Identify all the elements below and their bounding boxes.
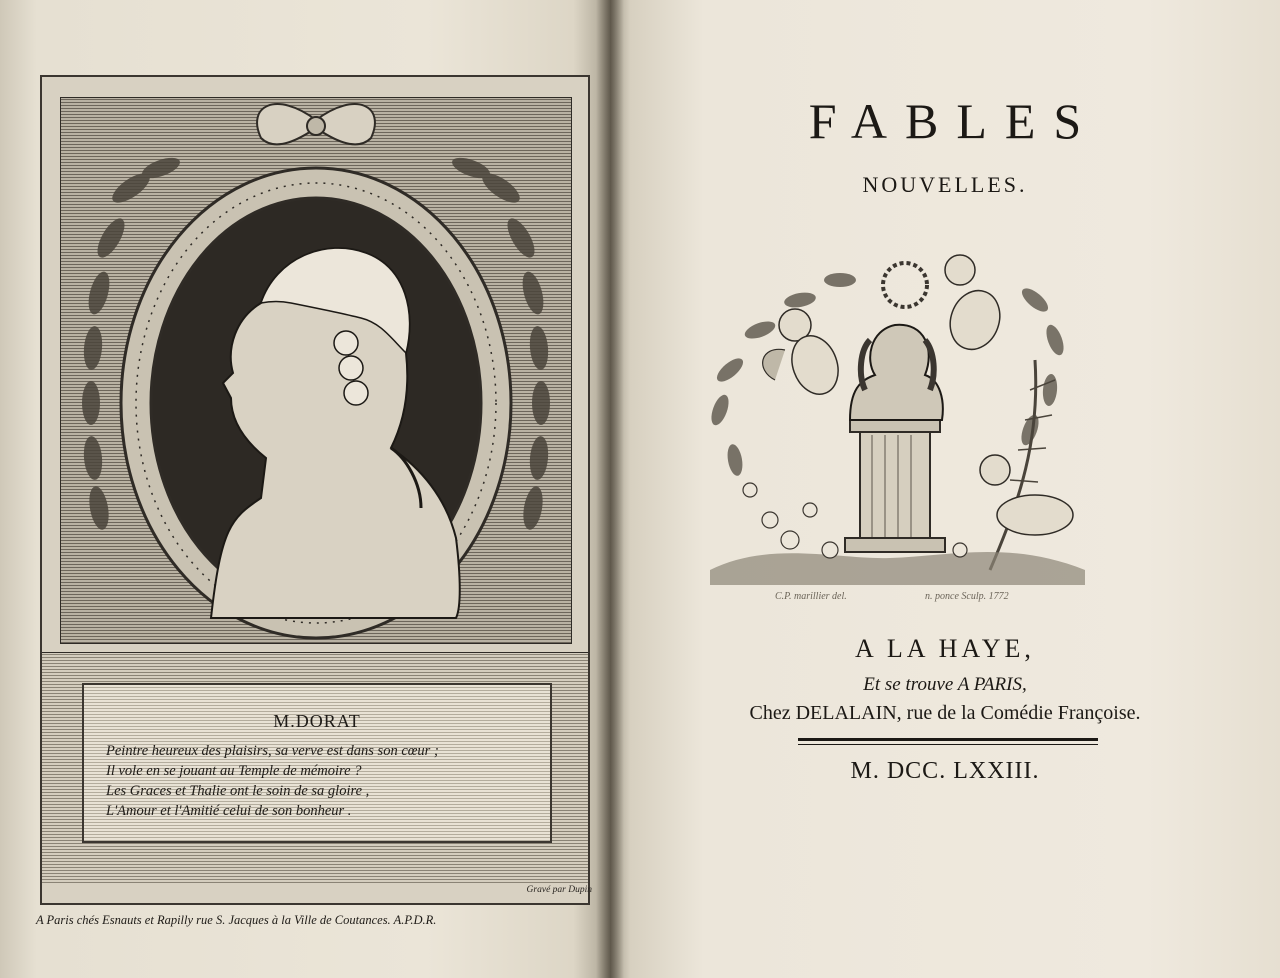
- verse-line: Il vole en se jouant au Temple de mémoire ?: [106, 763, 362, 779]
- engraved-portrait-plate: [40, 75, 590, 905]
- laurel-wreath: [883, 263, 927, 307]
- vignette-credit-draughtsman: C.P. marillier del.: [775, 591, 847, 602]
- caption-band: [42, 652, 588, 883]
- imprint-place: A LA HAYE,: [855, 634, 1035, 663]
- sitter-name: M.DORAT: [273, 711, 361, 731]
- imprint-publisher: Chez DELALAIN, rue de la Comédie Françoise.: [749, 702, 1141, 724]
- bust: [850, 325, 943, 420]
- publisher-line: A Paris chés Esnauts et Rapilly rue S. Jacques à la Ville de Coutances. A.P.D.R.: [36, 913, 437, 927]
- date-line: M. DCC. LXXIII.: [850, 758, 1040, 784]
- cherub-left: [763, 309, 846, 401]
- imprint-sub: Et se trouve A PARIS,: [863, 674, 1027, 695]
- portrait-panel: [60, 97, 572, 644]
- title: FABLES: [808, 93, 1100, 149]
- double-rule: [798, 738, 1098, 745]
- title-vignette-engraving: [690, 240, 1090, 610]
- left-page-frontispiece: [0, 0, 610, 978]
- subtitle: NOUVELLES.: [862, 172, 1028, 197]
- pedestal: [860, 430, 930, 540]
- verse-cartouche: [82, 683, 552, 843]
- ground: [710, 552, 1085, 585]
- verse-line: Peintre heureux des plaisirs, sa verve est dans son cœur ;: [106, 743, 439, 759]
- cherub-right: [942, 255, 1008, 356]
- engraver-credit: Gravé par Dupin: [526, 885, 592, 895]
- ribbon-bow: [257, 104, 375, 144]
- verse-line: Les Graces et Thalie ont le soin de sa gloire ,: [106, 783, 370, 799]
- vignette-credit-engraver: n. ponce Sculp. 1772: [925, 591, 1009, 602]
- verse-line: L'Amour et l'Amitié celui de son bonheur .: [106, 803, 352, 819]
- dedicatory-verse: [106, 741, 546, 821]
- portrait-engraving: [61, 98, 571, 643]
